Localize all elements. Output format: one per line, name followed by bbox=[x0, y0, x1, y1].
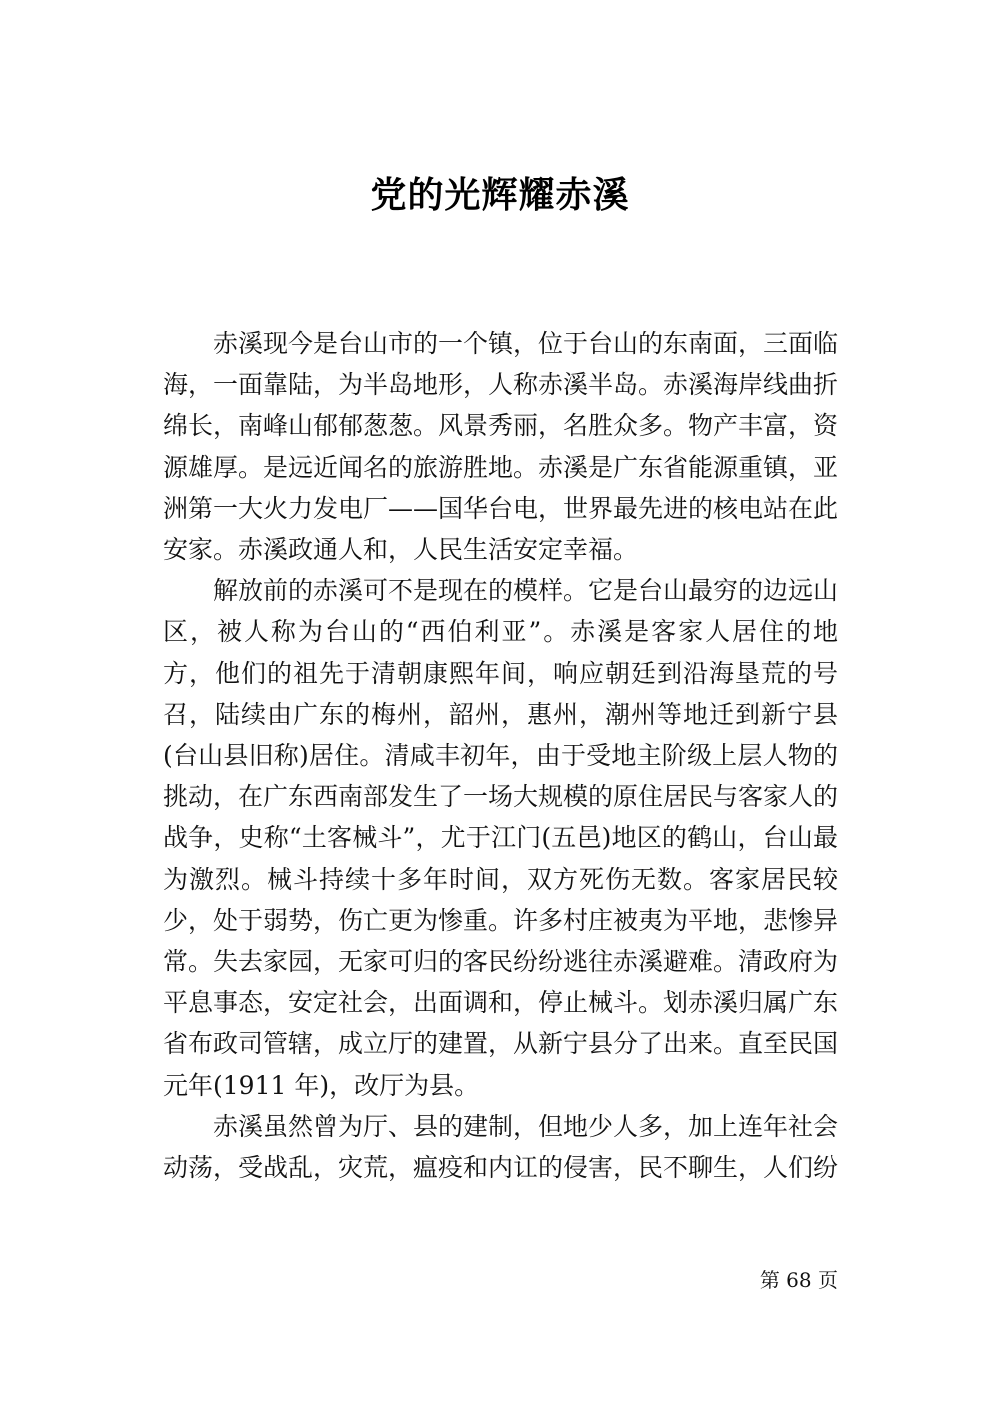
page-number: 第 68 页 bbox=[759, 1268, 838, 1292]
page-title: 党的光辉耀赤溪 bbox=[370, 175, 630, 216]
body-text bbox=[163, 323, 838, 1188]
paragraph-2: 解放前的赤溪可不是现在的模样。它是台山最穷的边远山区，被人称为台山的“西伯利亚”。赤溪是客家人居住的地方，他们的祖先于清朝康熙年间，响应朝廷到沿海垦荒的号召，陆续由广东的梅州，韶州，惠州，潮州等地迁到新宁县(台山县旧称)居住。清咸丰初年，由于受地主阶级上层人物的挑动，在广东西南部发生了一场大规模的原住居民与客家人的战争，史称“土客械斗”，尤于江门(五邑)地区的鹤山，台山最为激烈。械斗持续十多年时间，双方死伤无数。客家居民较少，处于弱势，伤亡更为惨重。许多村庄被夷为平地，悲惨异常。失去家园，无家可归的客民纷纷逃往赤溪避难。清政府为平息事态，安定社会，出面调和，停止械斗。划赤溪归属广东省布政司管辖，成立厅的建置，从新宁县分了出来。直至民国元年(1911 年)，改厅为县。 bbox=[163, 576, 839, 1100]
paragraph-1: 赤溪现今是台山市的一个镇，位于台山的东南面，三面临海，一面靠陆，为半岛地形，人称赤溪半岛。赤溪海岸线曲折绵长，南峰山郁郁葱葱。风景秀丽，名胜众多。物产丰富，资源雄厚。是远近闻名的旅游胜地。赤溪是广东省能源重镇，亚洲第一大火力发电厂——国华台电，世界最先进的核电站在此安家。赤溪政通人和，人民生活安定幸福。 bbox=[163, 329, 839, 565]
paragraph-3: 赤溪虽然曾为厅、县的建制，但地少人多，加上连年社会动荡，受战乱，灾荒，瘟疫和内讧的侵害，民不聊生，人们纷 bbox=[163, 1111, 839, 1183]
